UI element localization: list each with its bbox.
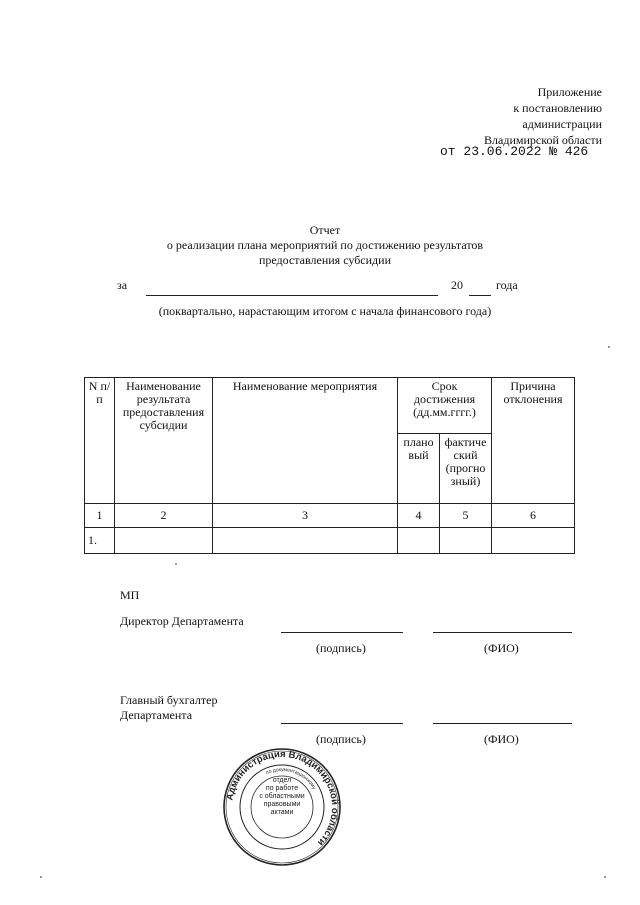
row-num: 1. <box>85 528 115 554</box>
director-name-line <box>433 632 572 633</box>
appendix-region: Владимирской области <box>484 133 602 147</box>
stamp-inner-ring-text: по документационному <box>265 766 317 791</box>
header-reason: Причина отклонения <box>492 378 575 504</box>
row-actual <box>440 528 492 554</box>
index-cell: 1 <box>85 504 115 528</box>
period-note: (поквартально, нарастающим итогом с начала финансового года) <box>158 304 492 318</box>
scan-speck <box>608 346 610 348</box>
stamp-ring-text: Администрация Владимирской области <box>224 748 341 848</box>
period-suffix: года <box>496 278 518 292</box>
director-signature-hint: (подпись) <box>316 641 366 655</box>
header-term: Срок достижения (дд.мм.гггг.) <box>398 378 492 434</box>
accountant-signature-hint: (подпись) <box>316 732 366 746</box>
report-table <box>84 377 575 554</box>
row-planned <box>398 528 440 554</box>
index-cell: 3 <box>213 504 398 528</box>
appendix-date-number: от 23.06.2022 № 426 <box>440 144 589 159</box>
scan-speck <box>175 563 177 565</box>
period-blank-line <box>146 295 438 296</box>
header-planned: плано вый <box>398 434 440 504</box>
header-event: Наименование мероприятия <box>213 378 398 504</box>
accountant-label-line-1: Главный бухгалтер <box>120 693 218 707</box>
period-year-prefix: 20 <box>451 278 463 292</box>
director-label: Директор Департамента <box>120 614 244 628</box>
appendix-label: Приложение <box>537 85 602 99</box>
stamp-center-line-1: отдел <box>272 777 292 784</box>
accountant-name-hint: (ФИО) <box>484 732 519 746</box>
header-result: Наименование результата предоставления субсидии <box>115 378 213 504</box>
scan-speck <box>40 876 42 878</box>
director-name-hint: (ФИО) <box>484 641 519 655</box>
index-row <box>85 504 575 528</box>
accountant-label-line-2: Департамента <box>120 708 193 722</box>
row-event <box>213 528 398 554</box>
title-line-3: предоставления субсидии <box>258 253 392 267</box>
table-row <box>85 528 575 554</box>
appendix-administration: администрации <box>522 117 602 131</box>
index-cell: 4 <box>398 504 440 528</box>
scan-speck <box>604 876 606 878</box>
appendix-resolution: к постановлению <box>513 101 602 115</box>
row-result <box>115 528 213 554</box>
header-num: N п/п <box>85 378 115 504</box>
stamp-center-line-3: с областными <box>259 793 305 800</box>
index-cell: 5 <box>440 504 492 528</box>
report-title <box>110 223 540 268</box>
stamp-center-line-5: актами <box>270 809 294 816</box>
index-cell: 2 <box>115 504 213 528</box>
index-cell: 6 <box>492 504 575 528</box>
official-stamp <box>222 747 342 867</box>
stamp-center-line-4: правовыми <box>263 801 301 808</box>
stamp-center-text <box>254 777 310 837</box>
period-year-blank <box>469 295 491 296</box>
header-actual: фактиче ский (прогно зный) <box>440 434 492 504</box>
stamp-center-line-2: по работе <box>265 785 299 792</box>
accountant-label <box>120 693 217 723</box>
director-signature-line <box>281 632 403 633</box>
period-prefix: за <box>117 278 128 292</box>
mp-label: МП <box>120 588 140 602</box>
title-line-2: о реализации плана мероприятий по достижению результатов <box>166 238 484 252</box>
appendix-header <box>380 84 602 148</box>
accountant-name-line <box>433 723 572 724</box>
row-reason <box>492 528 575 554</box>
accountant-signature-line <box>281 723 403 724</box>
title-line-1: Отчет <box>309 223 341 237</box>
